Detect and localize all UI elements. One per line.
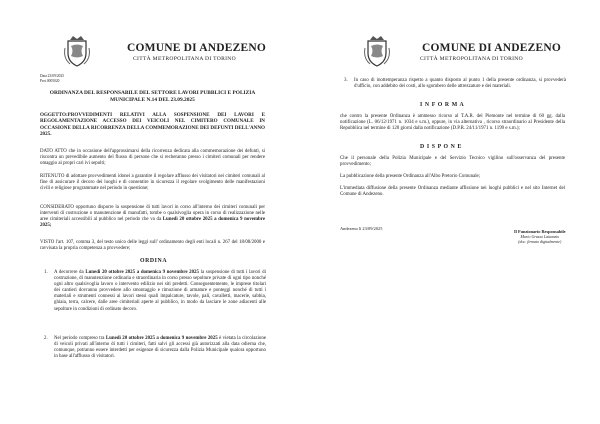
ordinance-subject: OGGETTO:PROVVEDIMENTI RELATIVI ALLA SOSPENSIONE DEI LAVORI E REGOLAMENTAZIONE ACCESSO DEI VEICOLI NEL CIMITERO COMUNALE IN OCCASIONE DELLA RICORRENZA DELLA COMMEMORAZIONE DEI DEFUNTI DELL'ANNO 2025.: [40, 112, 265, 138]
paragraph-dispone-2: La pubblicazione della presente Ordinanza all'Albo Pretorio Comunale;: [340, 174, 481, 179]
list-item: In caso di inottemperanza rispetto a quanto disposto al punto 1 della presente ordinanza, si provvederà d'ufficio, con addebito dei costi, allo sgombero delle attrezzature e dei materiali.: [354, 78, 566, 90]
list-number: 1.: [44, 270, 48, 275]
place-date: Andezeno lì 23/09/2025: [340, 226, 383, 231]
list-item: Nel periodo compreso tra Lunedì 20 ottobre 2025 a domenica 9 novembre 2025 è vietata la circolazione di veicoli privati all'interno di tutti i cimiteri, fatti salvi gli accessi già autorizzati alla data odierna che, comunque, potranno essere interdetti per esigenze di sicurezza dalla Polizia Municipale qualora opportuno in base all'afflusso di visitatori.: [54, 336, 266, 360]
municipal-crest-icon: [62, 34, 92, 68]
paragraph-dispone-1: Che il personale della Polizia Municipale e del Servizio Tecnico vigilino sull'osservanza del presente provvedimento;: [340, 156, 565, 168]
municipality-title: COMUNE DI ANDEZENO: [422, 42, 562, 54]
signatory-role: Il Funzionario Responsabile: [514, 229, 566, 234]
paragraph-dato-atto: DATO ATTO che in occasione dell'approssimarsi della ricorrenza dedicata alla commemorazione dei defunti, si riscontra un prevedibile aumento del flusso di persone che si recheranno presso i cimiteri comunali per rendere omaggio ai propri cari ivi sepolti;: [40, 149, 265, 167]
municipal-crest-icon: [362, 34, 392, 68]
municipality-title: COMUNE DI ANDEZENO: [127, 42, 267, 54]
municipality-subtitle: CITTÀ METROPOLITANA DI TORINO: [420, 56, 523, 62]
paragraph-dispone-3: L'immediata diffusione della presente Ordinanza mediante affissione nei luoghi pubblici e nel sito Internet del Comune di Andezeno.: [340, 186, 565, 198]
paragraph-visto: VISTO l'art. 107, comma 3, del testo unico delle leggi sull' ordinamento degli enti locali n. 267 del 18/08/2000 e ravvisata la propria competenza a provvedere;: [40, 240, 265, 252]
document-page-right: [300, 0, 600, 424]
ordinance-title-line-1: ORDINANZA DEL RESPONSABILE DEL SETTORE LAVORI PUBBLICI E POLIZIA: [49, 90, 256, 96]
section-dispone: D I S P O N E: [420, 144, 462, 150]
document-date: Data 23/09/2025: [40, 74, 65, 78]
signature-note: (doc. firmato digitalmente): [518, 239, 562, 244]
paragraph-considerato: CONSIDERATO opportuno disporre la sospensione di tutti lavori in corso all'interno dei cimiteri comunali per interventi di costruzione o manutenzione di manufatti, tombe o qualsivoglia opera in corso di realizzazione nelle aree cimiteriali accessibili al pubblico nel periodo che va da Lunedì 20 ottobre 2025 a domenica 9 novembre 2025;: [40, 205, 265, 229]
paragraph-ritenuto: RITENUTO di adottare provvedimenti idonei a garantire il regolare afflusso dei visitatori nei cimiteri comunali al fine di assicurare il decoro dei luoghi e di consentire in sicurezza il regolare svolgimento delle manifestazioni civili e religiose programmate nel periodo in questione;: [40, 174, 265, 192]
list-item: A decorrere da Lunedì 20 ottobre 2025 a domenica 9 novembre 2025 la sospensione di tutti i lavori di costruzione, di manutenzione ordinaria e straordinaria in corso presso sepolture private di ogni tipo nonché ogni altro qualsivoglia lavoro o intervento edilizio nei siti predetti. Conseguentemente, le imprese titolari dei cantieri dovranno provvedere allo smontaggio e rimozione di armature e ponteggi nonché di tutti i materiali e strumenti connessi ai lavori stessi quali impalcature, tavole, pali, cavalletti, macerie, sabbia, ghiaia, terra, calcere, dalle aree cimiteriali aperte al pubblico, in modo da lasciare le zone adiacenti alle sepolture in condizioni di ordinato decoro.: [54, 270, 266, 312]
list-number: 2.: [44, 336, 48, 341]
municipality-subtitle: CITTÀ METROPOLITANA DI TORINO: [133, 56, 236, 62]
protocol-number: Prot.0005020: [40, 79, 60, 83]
list-number: 3.: [344, 78, 348, 83]
section-informa: I N F O R M A: [420, 102, 465, 108]
section-ordina: ORDINA: [140, 258, 168, 264]
signature-block: [514, 229, 566, 244]
signatory-name: Mario Grasso Lattanzio: [520, 234, 560, 239]
ordinance-title-line-2: MUNICIPALE N.14 DEL 23.09.2025: [110, 97, 195, 103]
paragraph-informa: che contro la presente Ordinanza è ammesso ricorso al T.A.R. del Piemonte nel termine di 60 gg. dalla notificazione (L. 06/12/1971 n. 1034 e s.m.), oppure, in via alternativa , ricorso straordinario al Presidente della Repubblica nel termine di 120 giorni dalla notificazione (D.P.R. 24/11/1971 n. 1199 e s.m.);: [340, 114, 565, 132]
